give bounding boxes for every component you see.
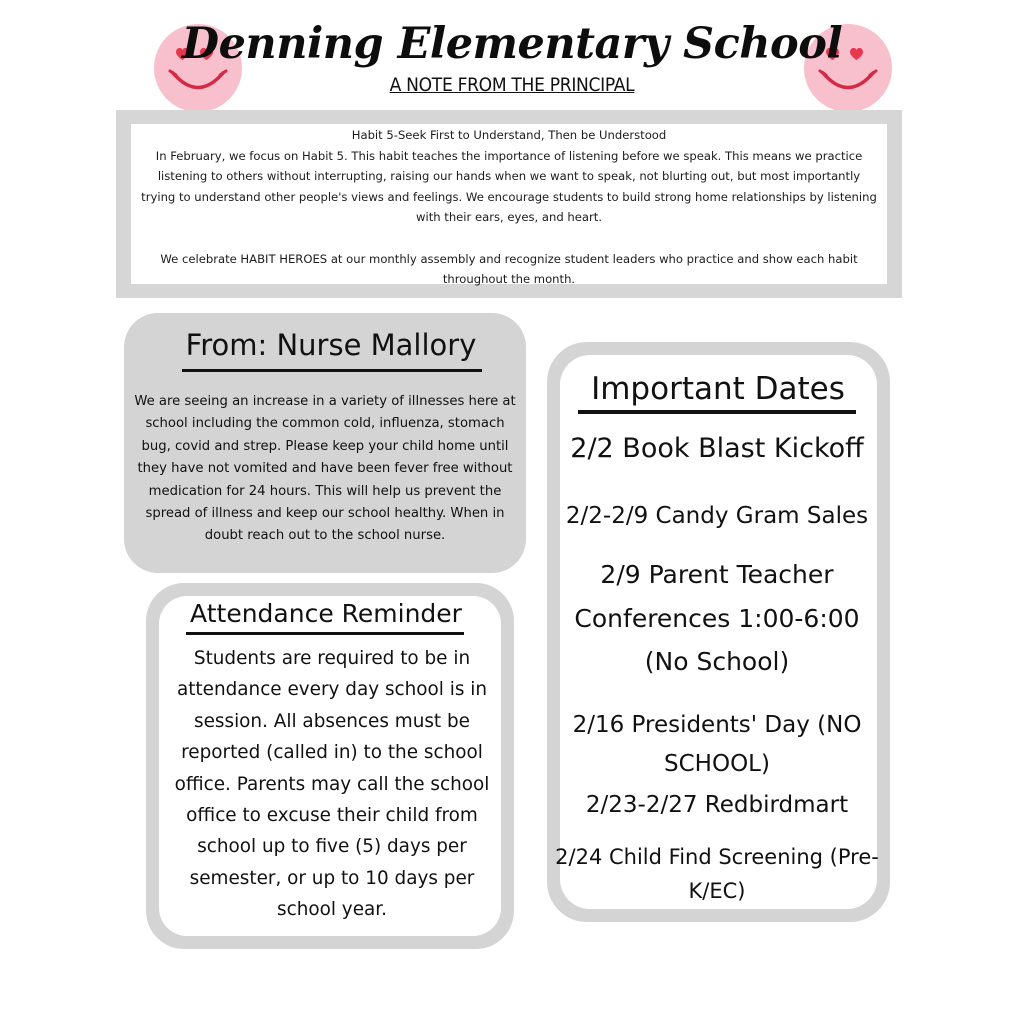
date-item: 2/16 Presidents' Day (NO SCHOOL) [572,712,862,777]
date-item: 2/2 Book Blast Kickoff [570,433,864,464]
date-item: 2/24 Child Find Screening (Pre-K/EC) [555,845,879,903]
date-item: 2/9 Parent Teacher Conferences 1:00-6:00 (No School) [574,560,860,676]
attendance-title: Attendance Reminder [190,599,462,628]
nurse-title: From: Nurse Mallory [185,328,477,362]
nurse-title-underline [182,369,482,372]
nurse-body: We are seeing an increase in a variety of illnesses here at school including the common cold, influenza, stomach bug, covid and strep. Please keep your child home until they have not vomited and have been fever free without medication for 24 hours. This will help us prevent the spread of illness and keep our school healthy. When in doubt reach out to the school nurse. [134,394,516,544]
school-title: Denning Elementary School [181,19,843,69]
principal-note-paragraph-2: We celebrate HABIT HEROES at our monthly assembly and recognize student leaders who practice and show each habit throughout the month. [160,251,858,287]
attendance-body: Students are required to be in attendance every day school is in session. All absences must be reported (called in) to the school office. Parents may call the school office to excuse their child from school up to five (5) days per semester, or up to 10 days per school year. [174,648,490,921]
principal-note [131,124,887,287]
important-dates-title-underline [578,410,856,414]
note-subtitle: A NOTE FROM THE PRINCIPAL [389,74,635,96]
principal-note-heading: Habit 5-Seek First to Understand, Then be Understood [351,128,667,142]
principal-note-paragraph-1: In February, we focus on Habit 5. This habit teaches the importance of listening before we speak. This means we practice listening to others without interrupting, raising our hands when we want to speak, not blurting out, but most importantly trying to understand other people's views and feelings. We encourage students to build strong home relationships by listening with their ears, eyes, and heart. [141,148,877,225]
attendance-title-underline [186,632,464,635]
date-item: 2/23-2/27 Redbirdmart [585,792,849,818]
important-dates-title: Important Dates [591,371,845,407]
date-item: 2/2-2/9 Candy Gram Sales [565,503,869,529]
